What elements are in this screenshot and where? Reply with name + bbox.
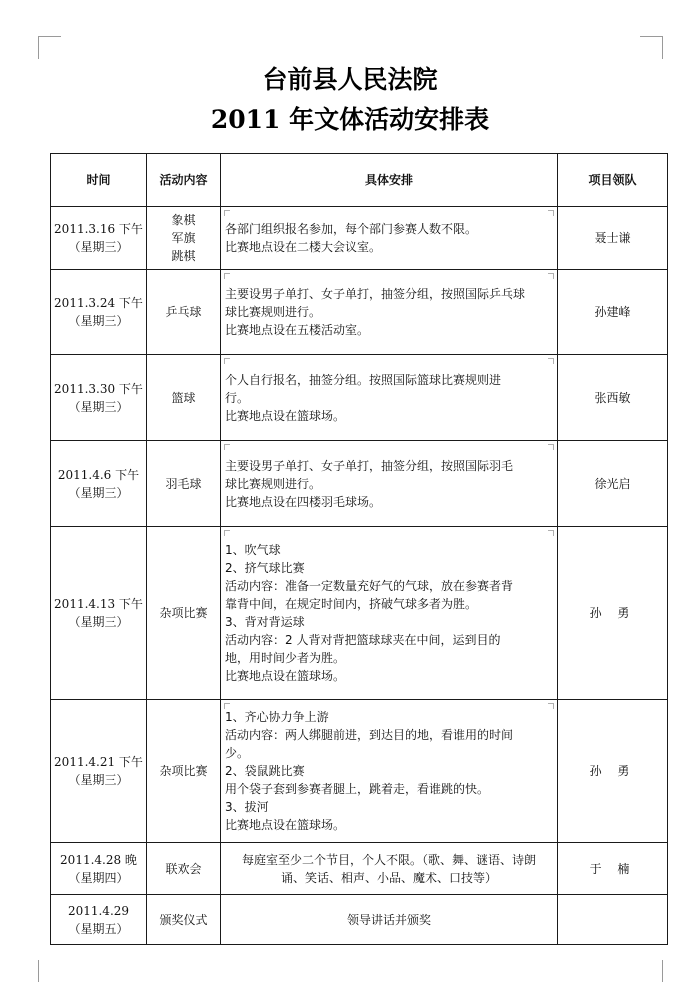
time-cell-line: 2011.4.6 下午 xyxy=(57,467,140,482)
time-cell-line: 2011.4.21 下午 xyxy=(54,755,143,769)
activity-cell-line: 羽毛球 xyxy=(165,476,202,491)
activity-cell-line: 跳棋 xyxy=(171,249,196,263)
activity-cell xyxy=(147,527,221,700)
time-cell xyxy=(51,441,147,527)
time-cell-line: 2011.3.24 下午 xyxy=(54,296,143,310)
leader-cell: 于 楠 xyxy=(558,843,668,895)
details-cell-line: 个人自行报名，抽签分组。按照国际篮球比赛规则进 xyxy=(225,372,502,387)
cell-corner-mark xyxy=(548,358,554,364)
leader-cell: 孙 勇 xyxy=(558,527,668,700)
time-cell-line: （星期三） xyxy=(68,314,129,328)
cell-corner-mark xyxy=(224,703,230,709)
details-cell-line: 比赛地点设在五楼活动室。 xyxy=(225,323,370,337)
activity-cell-line: 乒乓球 xyxy=(165,305,202,319)
activity-cell xyxy=(147,895,221,945)
leader-cell: 张西敏 xyxy=(558,355,668,441)
details-cell-line: 活动内容：2 人背对背把篮球球夹在中间，运到目的 xyxy=(225,633,501,647)
cell-corner-mark xyxy=(224,444,230,450)
time-cell xyxy=(51,355,147,441)
schedule-title: 2011 年文体活动安排表 xyxy=(210,105,490,134)
activity-cell-line: 联欢会 xyxy=(165,861,202,876)
time-cell-line: 2011.4.29 xyxy=(67,903,130,918)
activity-cell-line: 军旗 xyxy=(171,231,196,245)
table-row xyxy=(51,270,668,355)
leader-cell: 徐光启 xyxy=(558,441,668,527)
schedule-table xyxy=(50,153,668,945)
details-cell xyxy=(221,270,558,355)
time-cell xyxy=(51,527,147,700)
details-cell-line: 1、齐心协力争上游 xyxy=(225,710,329,724)
table-row xyxy=(51,527,668,700)
details-cell-line: 比赛地点设在二楼大会议室。 xyxy=(225,240,382,254)
details-cell-line: 行。 xyxy=(225,390,250,405)
time-cell xyxy=(51,207,147,270)
details-cell xyxy=(221,700,558,843)
activity-cell-line: 象棋 xyxy=(171,213,196,227)
details-cell-line: 用个袋子套到参赛者腿上，跳着走，看谁跳的快。 xyxy=(225,782,490,796)
corner-mark-top-right xyxy=(640,36,663,59)
table-row xyxy=(51,700,668,843)
table-row xyxy=(51,355,668,441)
leader-cell: 孙建峰 xyxy=(558,270,668,355)
activity-cell-line: 篮球 xyxy=(171,390,196,405)
time-cell-line: （星期三） xyxy=(68,615,129,629)
cell-corner-mark xyxy=(548,210,554,216)
details-cell-line: 每庭室至少二个节目，个人不限。（歌、舞、谜语、诗朗 xyxy=(241,852,536,867)
header-activity: 活动内容 xyxy=(147,154,221,207)
details-cell-line: 活动内容：两人绑腿前进，到达目的地，看谁用的时间 xyxy=(225,728,514,742)
details-cell-line: 地，用时间少者为胜。 xyxy=(225,651,346,665)
details-cell-line: 活动内容：准备一定数量充好气的气球，放在参赛者背 xyxy=(225,579,514,593)
table-row xyxy=(51,207,668,270)
details-cell-line: 3、拔河 xyxy=(225,800,269,814)
activity-cell xyxy=(147,843,221,895)
header-details: 具体安排 xyxy=(221,154,558,207)
header-row xyxy=(51,154,668,207)
details-cell-line: 比赛地点设在篮球场。 xyxy=(225,669,346,683)
time-cell xyxy=(51,843,147,895)
details-cell xyxy=(221,527,558,700)
details-cell-line: 比赛地点设在四楼羽毛球场。 xyxy=(225,494,382,509)
cell-corner-mark xyxy=(548,530,554,536)
time-cell-line: （星期三） xyxy=(68,773,129,787)
time-cell-line: 2011.4.13 下午 xyxy=(54,597,143,611)
details-cell-line: 各部门组织报名参加，每个部门参赛人数不限。 xyxy=(225,222,478,236)
leader-cell xyxy=(558,895,668,945)
time-cell-line: 2011.4.28 晚 xyxy=(60,852,137,867)
activity-cell xyxy=(147,700,221,843)
header-time: 时间 xyxy=(51,154,147,207)
activity-cell-line: 颁奖仪式 xyxy=(159,912,208,927)
time-cell xyxy=(51,895,147,945)
cell-corner-mark xyxy=(548,273,554,279)
activity-cell xyxy=(147,441,221,527)
details-cell xyxy=(221,355,558,441)
details-cell-line: 球比赛规则进行。 xyxy=(225,476,322,491)
details-cell-line: 1、吹气球 xyxy=(225,543,281,557)
cell-corner-mark xyxy=(224,210,230,216)
details-cell xyxy=(221,207,558,270)
details-cell xyxy=(221,843,558,895)
activity-cell-line: 杂项比赛 xyxy=(159,764,208,778)
header-leader: 项目领队 xyxy=(558,154,668,207)
time-cell-line: （星期五） xyxy=(68,921,129,936)
corner-mark-top-left xyxy=(38,36,61,59)
time-cell-line: 2011.3.30 下午 xyxy=(54,381,143,396)
details-cell-line: 领导讲话并颁奖 xyxy=(346,912,431,927)
details-cell xyxy=(221,895,558,945)
activity-cell xyxy=(147,355,221,441)
cell-corner-mark xyxy=(224,273,230,279)
time-cell xyxy=(51,270,147,355)
cell-corner-mark xyxy=(224,530,230,536)
table-row xyxy=(51,441,668,527)
table-row xyxy=(51,895,668,945)
court-title: 台前县人民法院 xyxy=(262,65,438,94)
cell-corner-mark xyxy=(548,444,554,450)
activity-cell xyxy=(147,270,221,355)
details-cell-line: 少。 xyxy=(225,746,250,760)
leader-cell: 聂士谦 xyxy=(558,207,668,270)
corner-mark-bottom-left xyxy=(38,960,61,982)
details-cell-line: 比赛地点设在篮球场。 xyxy=(225,818,346,832)
details-cell xyxy=(221,441,558,527)
time-cell xyxy=(51,700,147,843)
details-cell-line: 3、背对背运球 xyxy=(225,615,305,629)
activity-cell xyxy=(147,207,221,270)
activity-cell-line: 杂项比赛 xyxy=(159,606,208,620)
details-cell-line: 主要设男子单打、女子单打，抽签分组，按照国际乒乓球 xyxy=(225,287,526,301)
time-cell-line: 2011.3.16 下午 xyxy=(54,222,143,236)
details-cell-line: 诵、笑话、相声、小品、魔术、口技等） xyxy=(280,870,497,885)
leader-cell: 孙 勇 xyxy=(558,700,668,843)
details-cell-line: 靠背中间，在规定时间内，挤破气球多者为胜。 xyxy=(225,597,478,611)
time-cell-line: （星期四） xyxy=(68,870,129,885)
corner-mark-bottom-right xyxy=(640,960,663,982)
time-cell-line: （星期三） xyxy=(68,485,129,500)
time-cell-line: （星期三） xyxy=(68,399,129,414)
details-cell-line: 主要设男子单打、女子单打，抽签分组，按照国际羽毛 xyxy=(225,458,514,473)
table-row xyxy=(51,843,668,895)
details-cell-line: 2、挤气球比赛 xyxy=(225,561,305,575)
cell-corner-mark xyxy=(224,358,230,364)
details-cell-line: 球比赛规则进行。 xyxy=(225,305,322,319)
details-cell-line: 比赛地点设在篮球场。 xyxy=(225,408,346,423)
time-cell-line: （星期三） xyxy=(68,240,129,254)
cell-corner-mark xyxy=(548,703,554,709)
details-cell-line: 2、袋鼠跳比赛 xyxy=(225,764,305,778)
